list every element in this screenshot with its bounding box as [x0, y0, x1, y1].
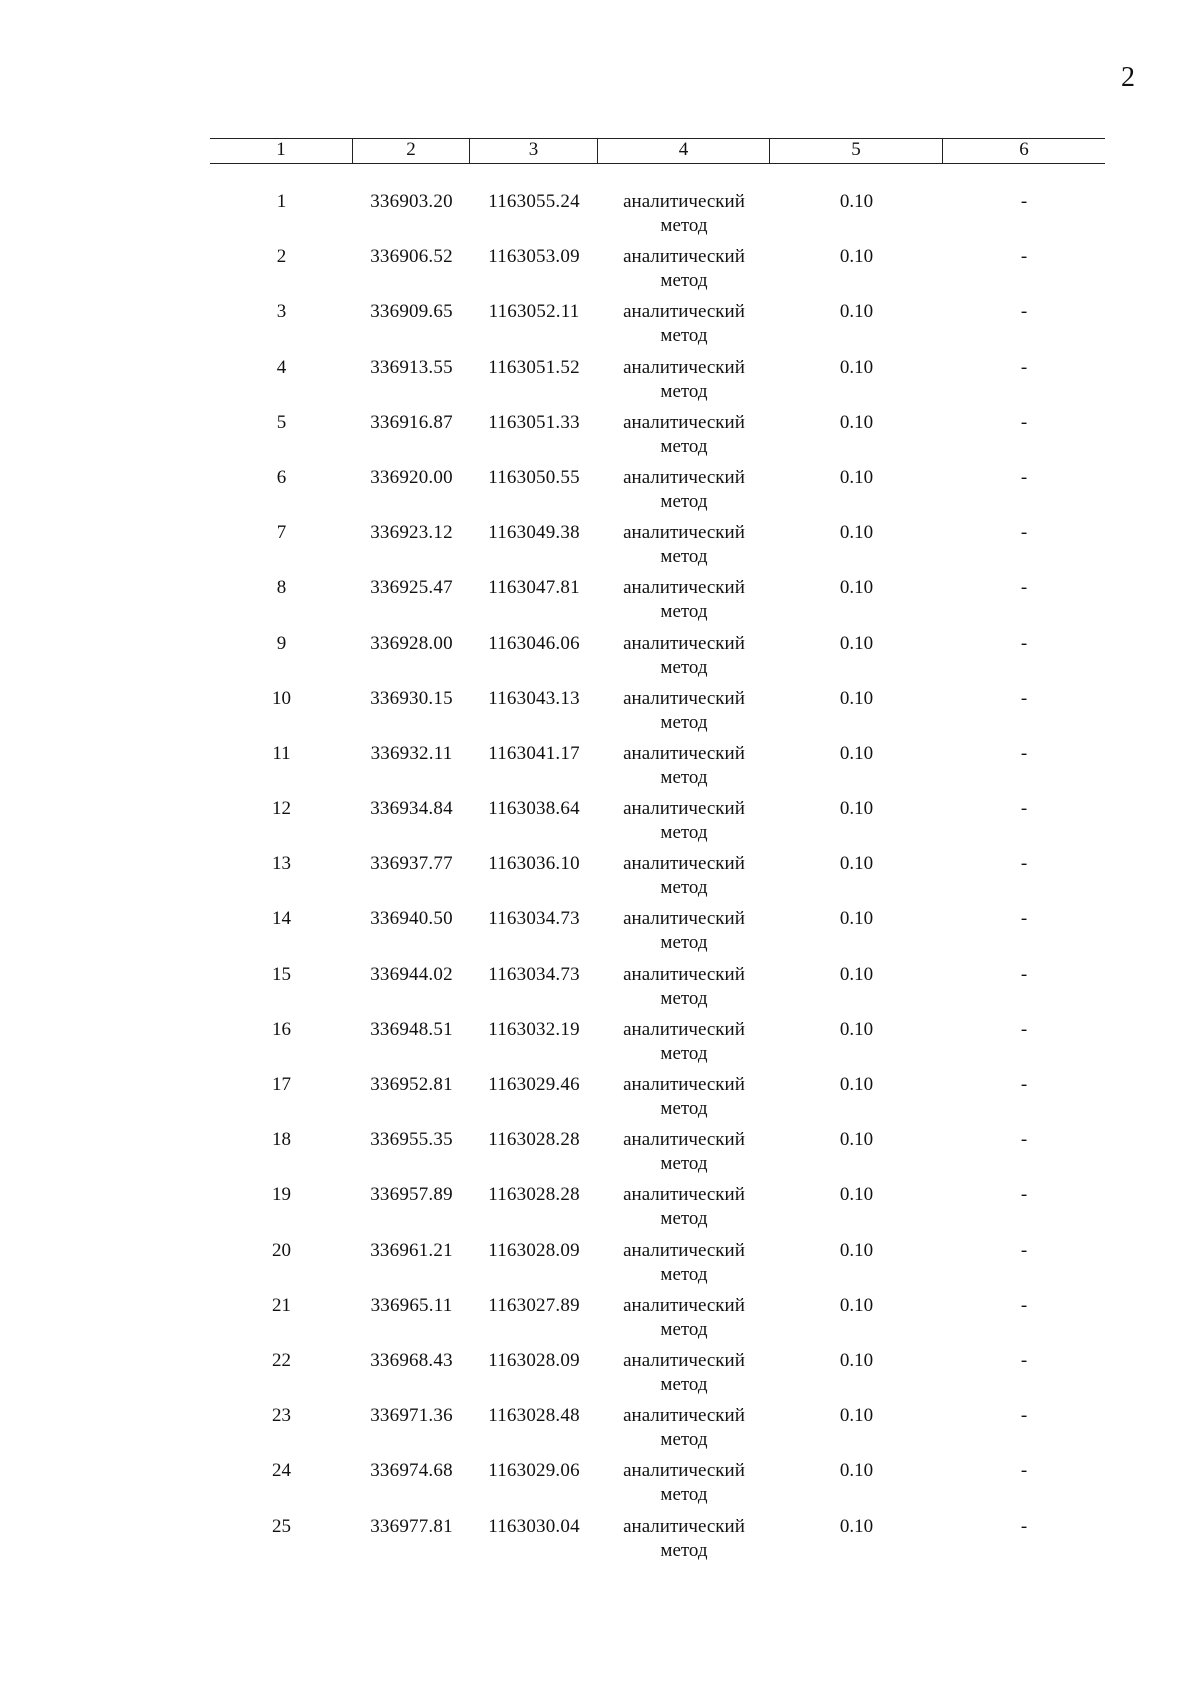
x-coordinate-cell: 336957.89	[370, 1184, 453, 1206]
method-cell	[598, 411, 770, 466]
table-row	[210, 190, 1105, 245]
method-line: метод	[660, 987, 708, 1009]
method-cell	[598, 852, 770, 907]
y-coordinate-cell: 1163038.64	[488, 798, 580, 820]
note-cell: -	[1020, 798, 1028, 820]
y-coordinate-cell: 1163049.38	[488, 522, 580, 544]
table-row	[210, 245, 1105, 300]
point-number-cell: 25	[272, 1515, 291, 1537]
x-coordinate-cell: 336968.43	[370, 1349, 453, 1371]
point-number-cell: 4	[276, 356, 287, 378]
column-header-4: 4	[598, 139, 770, 163]
method-line: аналитический	[623, 1074, 745, 1095]
method-line: метод	[660, 1429, 708, 1451]
method-line: метод	[660, 215, 708, 236]
method-cell	[598, 1073, 770, 1128]
table-row	[210, 1128, 1105, 1183]
method-line: аналитический	[623, 577, 745, 599]
x-coordinate-cell: 336916.87	[370, 411, 453, 433]
method-line: аналитический	[623, 1018, 745, 1040]
accuracy-cell: 0.10	[839, 963, 874, 985]
y-coordinate-cell: 1163034.73	[488, 963, 580, 985]
table-body	[210, 190, 1105, 1570]
note-cell: -	[1020, 1405, 1028, 1427]
accuracy-cell: 0.10	[839, 1074, 874, 1095]
method-cell	[598, 1128, 770, 1183]
method-line: метод	[660, 325, 708, 347]
note-cell: -	[1020, 577, 1028, 599]
x-coordinate-cell: 336932.11	[370, 742, 453, 764]
method-line: метод	[660, 656, 708, 678]
method-line: аналитический	[623, 356, 745, 378]
accuracy-cell: 0.10	[839, 687, 874, 709]
table-row	[210, 1018, 1105, 1073]
note-cell: -	[1020, 301, 1028, 323]
point-number-cell: 2	[276, 246, 287, 268]
point-number-cell: 17	[272, 1074, 291, 1095]
point-number-cell: 6	[276, 466, 287, 488]
method-line: метод	[660, 435, 708, 457]
point-number-cell: 9	[276, 632, 287, 654]
y-coordinate-cell: 1163029.46	[488, 1074, 580, 1095]
method-line: метод	[660, 711, 708, 733]
method-line: аналитический	[623, 742, 745, 764]
x-coordinate-cell: 336920.00	[370, 466, 453, 488]
method-line: метод	[660, 546, 708, 568]
point-number-cell: 16	[272, 1018, 291, 1040]
accuracy-cell: 0.10	[839, 522, 874, 544]
method-cell	[598, 632, 770, 687]
note-cell: -	[1020, 1074, 1028, 1095]
y-coordinate-cell: 1163055.24	[488, 191, 580, 212]
accuracy-cell: 0.10	[839, 1405, 874, 1427]
accuracy-cell: 0.10	[839, 632, 874, 654]
method-cell	[598, 245, 770, 300]
page-number: 2	[1121, 62, 1135, 93]
accuracy-cell: 0.10	[839, 742, 874, 764]
method-line: метод	[660, 1484, 708, 1506]
table-row	[210, 1349, 1105, 1404]
accuracy-cell: 0.10	[839, 191, 874, 212]
point-number-cell: 19	[272, 1184, 291, 1206]
point-number-cell: 11	[272, 742, 291, 764]
method-line: аналитический	[623, 1515, 745, 1537]
accuracy-cell: 0.10	[839, 1349, 874, 1371]
y-coordinate-cell: 1163041.17	[488, 742, 580, 764]
note-cell: -	[1020, 466, 1028, 488]
note-cell: -	[1020, 1294, 1028, 1316]
point-number-cell: 20	[272, 1239, 291, 1261]
method-line: аналитический	[623, 1405, 745, 1427]
method-line: аналитический	[623, 301, 745, 323]
y-coordinate-cell: 1163028.09	[488, 1239, 580, 1261]
method-cell	[598, 576, 770, 631]
y-coordinate-cell: 1163046.06	[488, 632, 580, 654]
method-cell	[598, 907, 770, 962]
point-number-cell: 10	[272, 687, 291, 709]
accuracy-cell: 0.10	[839, 466, 874, 488]
method-cell	[598, 687, 770, 742]
column-header-5: 5	[770, 139, 943, 163]
method-line: метод	[660, 1098, 708, 1119]
table-row	[210, 1404, 1105, 1459]
accuracy-cell: 0.10	[839, 577, 874, 599]
accuracy-cell: 0.10	[839, 246, 874, 268]
x-coordinate-cell: 336930.15	[370, 687, 453, 709]
x-coordinate-cell: 336913.55	[370, 356, 453, 378]
y-coordinate-cell: 1163028.28	[488, 1184, 580, 1206]
x-coordinate-cell: 336961.21	[370, 1239, 453, 1261]
x-coordinate-cell: 336925.47	[370, 577, 453, 599]
method-line: аналитический	[623, 1349, 745, 1371]
point-number-cell: 15	[272, 963, 291, 985]
note-cell: -	[1020, 742, 1028, 764]
method-line: аналитический	[623, 522, 745, 544]
note-cell: -	[1020, 963, 1028, 985]
x-coordinate-cell: 336965.11	[370, 1294, 453, 1316]
table-row	[210, 742, 1105, 797]
x-coordinate-cell: 336971.36	[370, 1405, 453, 1427]
x-coordinate-cell: 336940.50	[370, 908, 453, 930]
accuracy-cell: 0.10	[839, 411, 874, 433]
y-coordinate-cell: 1163050.55	[488, 466, 580, 488]
y-coordinate-cell: 1163027.89	[488, 1294, 580, 1316]
point-number-cell: 23	[272, 1405, 291, 1427]
method-line: метод	[660, 380, 708, 402]
x-coordinate-cell: 336923.12	[370, 522, 453, 544]
method-cell	[598, 190, 770, 245]
method-cell	[598, 797, 770, 852]
point-number-cell: 7	[276, 522, 287, 544]
note-cell: -	[1020, 632, 1028, 654]
point-number-cell: 18	[272, 1129, 291, 1151]
point-number-cell: 3	[276, 301, 287, 323]
x-coordinate-cell: 336948.51	[370, 1018, 453, 1040]
x-coordinate-cell: 336934.84	[370, 798, 453, 820]
accuracy-cell: 0.10	[839, 798, 874, 820]
method-line: аналитический	[623, 908, 745, 930]
point-number-cell: 14	[272, 908, 291, 930]
method-cell	[598, 1018, 770, 1073]
method-line: метод	[660, 1539, 708, 1561]
method-cell	[598, 742, 770, 797]
point-number-cell: 8	[276, 577, 287, 599]
method-line: аналитический	[623, 1460, 745, 1482]
accuracy-cell: 0.10	[839, 1294, 874, 1316]
x-coordinate-cell: 336909.65	[370, 301, 453, 323]
method-cell	[598, 1294, 770, 1349]
table-header	[210, 138, 1105, 164]
accuracy-cell: 0.10	[839, 1018, 874, 1040]
point-number-cell: 24	[272, 1460, 291, 1482]
method-line: метод	[660, 1318, 708, 1340]
accuracy-cell: 0.10	[839, 1239, 874, 1261]
method-line: метод	[660, 766, 708, 788]
method-line: аналитический	[623, 798, 745, 820]
x-coordinate-cell: 336928.00	[370, 632, 453, 654]
method-line: аналитический	[623, 411, 745, 433]
method-line: аналитический	[623, 632, 745, 654]
method-cell	[598, 1183, 770, 1238]
table-row	[210, 1294, 1105, 1349]
table-row	[210, 1239, 1105, 1294]
method-cell	[598, 1404, 770, 1459]
method-line: метод	[660, 490, 708, 512]
table-row	[210, 521, 1105, 576]
note-cell: -	[1020, 1129, 1028, 1151]
column-header-6: 6	[1019, 139, 1029, 160]
note-cell: -	[1020, 908, 1028, 930]
method-line: аналитический	[623, 1239, 745, 1261]
table-row	[210, 576, 1105, 631]
note-cell: -	[1020, 1349, 1028, 1371]
point-number-cell: 21	[272, 1294, 291, 1316]
method-line: метод	[660, 822, 708, 844]
note-cell: -	[1020, 687, 1028, 709]
method-line: метод	[660, 932, 708, 954]
note-cell: -	[1020, 1239, 1028, 1261]
accuracy-cell: 0.10	[839, 853, 874, 875]
y-coordinate-cell: 1163034.73	[488, 908, 580, 930]
method-line: метод	[660, 270, 708, 292]
method-line: аналитический	[623, 1129, 745, 1151]
method-line: метод	[660, 601, 708, 623]
point-number-cell: 22	[272, 1349, 291, 1371]
method-line: метод	[660, 1263, 708, 1285]
table-row	[210, 687, 1105, 742]
method-cell	[598, 1459, 770, 1514]
y-coordinate-cell: 1163053.09	[488, 246, 580, 268]
accuracy-cell: 0.10	[839, 301, 874, 323]
note-cell: -	[1020, 1018, 1028, 1040]
table-row	[210, 797, 1105, 852]
x-coordinate-cell: 336937.77	[370, 853, 453, 875]
method-line: аналитический	[623, 1184, 745, 1206]
note-cell: -	[1020, 1515, 1028, 1537]
method-cell	[598, 1349, 770, 1404]
method-line: метод	[660, 1208, 708, 1230]
method-cell	[598, 1239, 770, 1294]
column-header-1: 1	[210, 139, 353, 163]
method-cell	[598, 466, 770, 521]
table-row	[210, 411, 1105, 466]
accuracy-cell: 0.10	[839, 1515, 874, 1537]
note-cell: -	[1020, 356, 1028, 378]
note-cell: -	[1020, 1184, 1028, 1206]
method-line: метод	[660, 1042, 708, 1064]
method-line: аналитический	[623, 853, 745, 875]
table-row	[210, 907, 1105, 962]
method-line: метод	[660, 877, 708, 899]
column-header-3: 3	[470, 139, 598, 163]
x-coordinate-cell: 336974.68	[370, 1460, 453, 1482]
method-cell	[598, 356, 770, 411]
accuracy-cell: 0.10	[839, 908, 874, 930]
method-line: аналитический	[623, 687, 745, 709]
method-line: аналитический	[623, 466, 745, 488]
y-coordinate-cell: 1163029.06	[488, 1460, 580, 1482]
point-number-cell: 5	[276, 411, 287, 433]
method-line: метод	[660, 1153, 708, 1175]
accuracy-cell: 0.10	[839, 1460, 874, 1482]
accuracy-cell: 0.10	[839, 356, 874, 378]
method-line: метод	[660, 1373, 708, 1395]
x-coordinate-cell: 336955.35	[370, 1129, 453, 1151]
x-coordinate-cell: 336952.81	[370, 1074, 453, 1095]
y-coordinate-cell: 1163043.13	[488, 687, 580, 709]
note-cell: -	[1020, 1460, 1028, 1482]
y-coordinate-cell: 1163051.33	[488, 411, 580, 433]
note-cell: -	[1020, 853, 1028, 875]
column-header-2: 2	[353, 139, 470, 163]
table-row	[210, 356, 1105, 411]
point-number-cell: 12	[272, 798, 291, 820]
method-line: аналитический	[623, 963, 745, 985]
method-cell	[598, 963, 770, 1018]
method-line: аналитический	[623, 1294, 745, 1316]
note-cell: -	[1020, 522, 1028, 544]
method-line: аналитический	[623, 246, 745, 268]
x-coordinate-cell: 336903.20	[370, 191, 453, 212]
table-row	[210, 963, 1105, 1018]
note-cell: -	[1020, 411, 1028, 433]
y-coordinate-cell: 1163052.11	[488, 301, 580, 323]
table-row	[210, 1183, 1105, 1238]
accuracy-cell: 0.10	[839, 1129, 874, 1151]
method-cell	[598, 521, 770, 576]
table-row	[210, 632, 1105, 687]
y-coordinate-cell: 1163028.28	[488, 1129, 580, 1151]
table-row	[210, 300, 1105, 355]
table-row	[210, 1515, 1105, 1570]
x-coordinate-cell: 336906.52	[370, 246, 453, 268]
y-coordinate-cell: 1163028.48	[488, 1405, 580, 1427]
y-coordinate-cell: 1163030.04	[488, 1515, 580, 1537]
y-coordinate-cell: 1163028.09	[488, 1349, 580, 1371]
table-row	[210, 1073, 1105, 1128]
y-coordinate-cell: 1163032.19	[488, 1018, 580, 1040]
note-cell: -	[1020, 191, 1028, 212]
point-number-cell: 1	[276, 191, 287, 212]
table-row	[210, 852, 1105, 907]
y-coordinate-cell: 1163051.52	[488, 356, 580, 378]
method-line: аналитический	[623, 191, 745, 212]
note-cell: -	[1020, 246, 1028, 268]
y-coordinate-cell: 1163047.81	[488, 577, 580, 599]
accuracy-cell: 0.10	[839, 1184, 874, 1206]
table-row	[210, 466, 1105, 521]
x-coordinate-cell: 336977.81	[370, 1515, 453, 1537]
table-row	[210, 1459, 1105, 1514]
point-number-cell: 13	[272, 853, 291, 875]
method-cell	[598, 300, 770, 355]
x-coordinate-cell: 336944.02	[370, 963, 453, 985]
y-coordinate-cell: 1163036.10	[488, 853, 580, 875]
method-cell	[598, 1515, 770, 1570]
